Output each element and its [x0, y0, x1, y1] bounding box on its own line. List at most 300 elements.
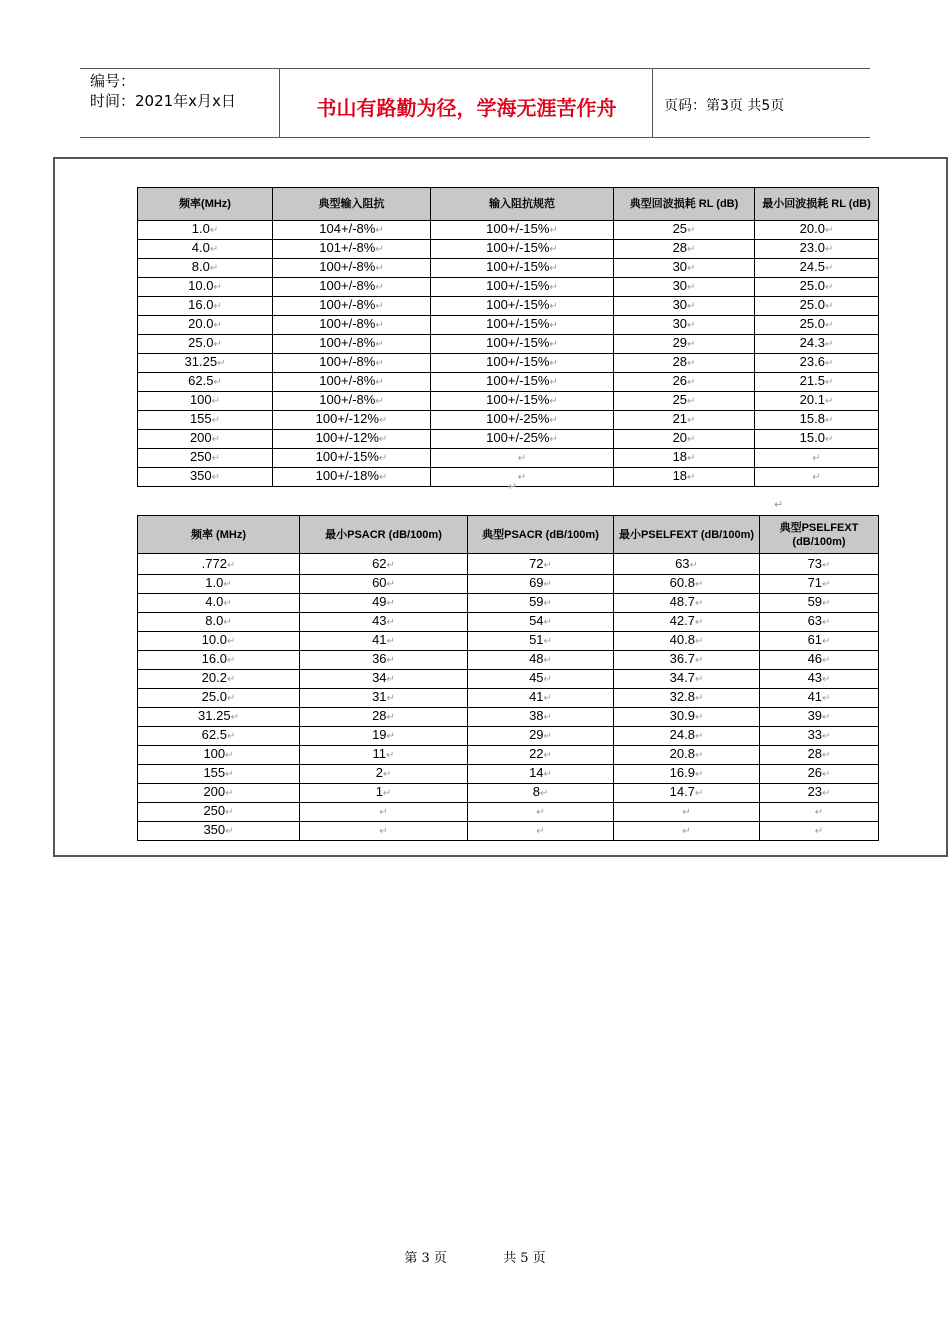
- cell-value: .772: [201, 556, 227, 571]
- table-cell: [431, 240, 614, 259]
- table-cell: [138, 221, 273, 240]
- table-row: [138, 670, 879, 689]
- cell-end-mark: ↵: [687, 320, 696, 331]
- cell-end-mark: ↵: [382, 769, 392, 780]
- cell-value: 100+/-15%: [486, 297, 550, 312]
- cell-value: 30: [672, 259, 688, 274]
- cell-end-mark: ↵: [223, 579, 232, 590]
- table-cell: [300, 632, 468, 651]
- cell-value: 43: [372, 613, 387, 628]
- cell-end-mark: ↵: [543, 769, 552, 780]
- table-cell: [431, 373, 614, 392]
- cell-end-mark: ↵: [687, 244, 696, 255]
- cell-end-mark: ↵: [386, 598, 395, 609]
- header-page-label: 页码：第3页 共5页: [664, 98, 785, 114]
- table-cell: [760, 594, 879, 613]
- table-cell: [138, 449, 273, 468]
- cell-end-mark: ↵: [824, 415, 834, 426]
- table-cell: [755, 297, 879, 316]
- cell-value: 15.8: [799, 411, 825, 426]
- table-cell: [138, 392, 273, 411]
- return-loss-table: [137, 187, 879, 487]
- column-header: [614, 188, 755, 221]
- table-cell: [760, 708, 879, 727]
- cell-value: 20.0: [188, 316, 214, 331]
- cell-value: 31.25: [198, 708, 231, 723]
- table-cell: [614, 594, 760, 613]
- table-cell: [760, 784, 879, 803]
- cell-value: 29: [529, 727, 544, 742]
- cell-value: 19: [372, 727, 387, 742]
- table-cell: [273, 392, 431, 411]
- cell-end-mark: ↵: [822, 655, 831, 666]
- table-cell: [614, 240, 755, 259]
- table-cell: [614, 373, 755, 392]
- cell-end-mark: ↵: [814, 807, 824, 818]
- cell-value: 100+/-8%: [319, 335, 376, 350]
- table-cell: [760, 651, 879, 670]
- cell-end-mark: ↵: [386, 693, 395, 704]
- cell-end-mark: ↵: [225, 826, 234, 837]
- cell-end-mark: ↵: [543, 750, 552, 761]
- table-cell: [431, 316, 614, 335]
- cell-value: 23.6: [799, 354, 825, 369]
- table-cell: [300, 822, 468, 841]
- cell-end-mark: ↵: [824, 396, 834, 407]
- cell-value: 100+/-8%: [319, 373, 376, 388]
- table-cell: [273, 316, 431, 335]
- cell-end-mark: ↵: [226, 693, 236, 704]
- cell-end-mark: ↵: [536, 826, 545, 837]
- table-cell: [468, 651, 614, 670]
- cell-value: 20.1: [799, 392, 825, 407]
- document-time-label: 时间：2021年x月x日: [90, 92, 236, 110]
- cell-end-mark: ↵: [213, 339, 222, 350]
- cell-end-mark: ↵: [687, 358, 696, 369]
- table-cell: [468, 613, 614, 632]
- table-cell: [138, 594, 300, 613]
- table-row: [138, 221, 879, 240]
- table-cell: [431, 297, 614, 316]
- cell-end-mark: ↵: [378, 472, 388, 483]
- table-cell: [614, 708, 760, 727]
- cell-value: 38: [529, 708, 544, 723]
- table-cell: [138, 354, 273, 373]
- cell-value: 100+/-12%: [315, 411, 379, 426]
- table-cell: [431, 278, 614, 297]
- cell-value: 71: [807, 575, 823, 590]
- table-row: [138, 259, 879, 278]
- table-cell: [760, 727, 879, 746]
- table-cell: [614, 221, 755, 240]
- column-header: [138, 188, 273, 221]
- cell-value: 16.0: [188, 297, 214, 312]
- cell-end-mark: ↵: [549, 244, 558, 255]
- cell-end-mark: ↵: [211, 453, 221, 464]
- cell-end-mark: ↵: [386, 636, 395, 647]
- cell-value: 48.7: [669, 594, 695, 609]
- table-row: [138, 449, 879, 468]
- cell-end-mark: ↵: [226, 674, 236, 685]
- cell-value: 31: [372, 689, 387, 704]
- cell-value: 14.7: [669, 784, 695, 799]
- table-cell: [614, 297, 755, 316]
- table-cell: [138, 803, 300, 822]
- table-row: [138, 632, 879, 651]
- cell-end-mark: ↵: [682, 826, 691, 837]
- table-cell: [468, 746, 614, 765]
- cell-end-mark: ↵: [814, 826, 824, 837]
- table-cell: [138, 430, 273, 449]
- cell-value: 200: [203, 784, 226, 799]
- cell-end-mark: ↵: [211, 396, 221, 407]
- cell-end-mark: ↵: [223, 617, 232, 628]
- cell-value: 155: [189, 411, 212, 426]
- cell-value: 26: [807, 765, 823, 780]
- cell-end-mark: ↵: [549, 225, 558, 236]
- column-header-label: 典型PSELFEXT (dB/100m): [779, 521, 859, 548]
- table-cell: [760, 575, 879, 594]
- cell-value: 59: [807, 594, 823, 609]
- table-cell: [755, 373, 879, 392]
- table-cell: [760, 803, 879, 822]
- table-cell: [760, 670, 879, 689]
- table-cell: [138, 259, 273, 278]
- table-cell: [138, 468, 273, 487]
- table-cell: [755, 335, 879, 354]
- cell-end-mark: ↵: [213, 301, 222, 312]
- table-cell: [431, 259, 614, 278]
- table-cell: [138, 822, 300, 841]
- cell-end-mark: ↵: [687, 263, 696, 274]
- cell-value: 100+/-15%: [486, 354, 550, 369]
- table-cell: [468, 803, 614, 822]
- cell-value: 100+/-8%: [319, 316, 376, 331]
- table-cell: [755, 449, 879, 468]
- table-cell: [468, 727, 614, 746]
- table-cell: [760, 632, 879, 651]
- cell-value: 30: [672, 297, 688, 312]
- table-cell: [431, 335, 614, 354]
- column-header-label: 典型输入阻抗: [318, 198, 385, 210]
- cell-value: 14: [529, 765, 544, 780]
- cell-value: 11: [372, 746, 387, 761]
- cell-end-mark: ↵: [226, 655, 236, 666]
- cell-end-mark: ↵: [549, 282, 558, 293]
- footer-page-total: 共 5 页: [503, 1251, 546, 1266]
- cell-value: 100+/-15%: [486, 240, 550, 255]
- cell-value: 100: [189, 392, 212, 407]
- cell-end-mark: ↵: [694, 750, 704, 761]
- table-row: [138, 278, 879, 297]
- table-cell: [138, 278, 273, 297]
- cell-end-mark: ↵: [822, 560, 831, 571]
- table-cell: [755, 411, 879, 430]
- cell-end-mark: ↵: [378, 453, 388, 464]
- cell-end-mark: ↵: [225, 788, 234, 799]
- cell-value: 42.7: [669, 613, 695, 628]
- cell-end-mark: ↵: [694, 674, 704, 685]
- column-header: [431, 188, 614, 221]
- cell-value: 25.0: [188, 335, 214, 350]
- cell-end-mark: ↵: [822, 636, 831, 647]
- table-row: [138, 708, 879, 727]
- cell-end-mark: ↵: [824, 244, 834, 255]
- cell-value: 69: [529, 575, 544, 590]
- cell-value: 104+/-8%: [319, 221, 376, 236]
- paragraph-mark: ↵: [774, 499, 784, 511]
- cell-end-mark: ↵: [225, 750, 234, 761]
- table-row: [138, 765, 879, 784]
- cell-value: 21.5: [799, 373, 825, 388]
- column-header: [614, 516, 760, 554]
- cell-value: 26: [672, 373, 688, 388]
- cell-end-mark: ↵: [824, 358, 834, 369]
- cell-end-mark: ↵: [382, 788, 392, 799]
- table-cell: [300, 784, 468, 803]
- cell-value: 100+/-15%: [315, 449, 379, 464]
- cell-end-mark: ↵: [824, 320, 834, 331]
- cell-end-mark: ↵: [375, 396, 384, 407]
- table-cell: [614, 259, 755, 278]
- cell-end-mark: ↵: [549, 415, 558, 426]
- cell-value: 100+/-15%: [486, 316, 550, 331]
- cell-end-mark: ↵: [209, 225, 219, 236]
- cell-end-mark: ↵: [687, 415, 696, 426]
- table-cell: [431, 449, 614, 468]
- cell-end-mark: ↵: [543, 579, 552, 590]
- cell-end-mark: ↵: [694, 655, 704, 666]
- cell-end-mark: ↵: [694, 617, 704, 628]
- cell-value: 100+/-18%: [315, 468, 379, 483]
- cell-end-mark: ↵: [386, 617, 395, 628]
- table-row: [138, 803, 879, 822]
- column-header: [760, 516, 879, 554]
- cell-value: 25: [672, 221, 688, 236]
- table-cell: [300, 670, 468, 689]
- table-cell: [614, 392, 755, 411]
- cell-value: 8.0: [191, 259, 210, 274]
- table-cell: [614, 746, 760, 765]
- cell-value: 100+/-15%: [486, 392, 550, 407]
- cell-value: 16.9: [669, 765, 695, 780]
- table-cell: [138, 411, 273, 430]
- cell-end-mark: ↵: [225, 769, 234, 780]
- cell-value: 59: [529, 594, 544, 609]
- table-cell: [755, 240, 879, 259]
- cell-value: 23.0: [799, 240, 825, 255]
- table-cell: [468, 554, 614, 575]
- cell-end-mark: ↵: [824, 263, 834, 274]
- cell-value: 24.3: [799, 335, 825, 350]
- table-cell: [755, 468, 879, 487]
- cell-value: 41: [372, 632, 387, 647]
- cell-end-mark: ↵: [209, 263, 219, 274]
- column-header: [468, 516, 614, 554]
- table-row: [138, 392, 879, 411]
- cell-value: 20.2: [201, 670, 227, 685]
- cell-value: 18: [672, 449, 688, 464]
- table-cell: [138, 746, 300, 765]
- cell-end-mark: ↵: [549, 377, 558, 388]
- cell-end-mark: ↵: [824, 301, 834, 312]
- cell-value: 1.0: [191, 221, 210, 236]
- table-row: [138, 746, 879, 765]
- table-cell: [300, 575, 468, 594]
- table-cell: [300, 689, 468, 708]
- cell-end-mark: ↵: [822, 712, 831, 723]
- table-row: [138, 594, 879, 613]
- cell-value: 28: [672, 354, 688, 369]
- column-header: [273, 188, 431, 221]
- cell-value: 100+/-15%: [486, 259, 550, 274]
- table-cell: [755, 221, 879, 240]
- table-cell: [138, 373, 273, 392]
- table-row: [138, 354, 879, 373]
- cell-value: 21: [672, 411, 688, 426]
- cell-value: 101+/-8%: [319, 240, 376, 255]
- cell-end-mark: ↵: [386, 579, 395, 590]
- table-row: [138, 689, 879, 708]
- table-row: [138, 411, 879, 430]
- column-header: [755, 188, 879, 221]
- table-row: [138, 430, 879, 449]
- cell-value: 10.0: [201, 632, 227, 647]
- table-cell: [755, 392, 879, 411]
- cell-value: 20: [672, 430, 688, 445]
- cell-value: 28: [807, 746, 823, 761]
- cell-value: 350: [189, 468, 212, 483]
- cell-value: 20.8: [669, 746, 695, 761]
- cell-end-mark: ↵: [687, 396, 696, 407]
- column-header: [300, 516, 468, 554]
- cell-value: 25.0: [799, 297, 825, 312]
- table-row: [138, 554, 879, 575]
- cell-end-mark: ↵: [378, 434, 388, 445]
- table-row: [138, 240, 879, 259]
- cell-end-mark: ↵: [694, 769, 704, 780]
- column-header: [138, 516, 300, 554]
- cell-value: 28: [372, 708, 387, 723]
- cell-value: 100: [203, 746, 226, 761]
- cell-value: 30: [672, 278, 688, 293]
- cell-value: 45: [529, 670, 544, 685]
- table-cell: [273, 278, 431, 297]
- cell-end-mark: ↵: [687, 434, 696, 445]
- cell-end-mark: ↵: [543, 560, 552, 571]
- cell-value: 100+/-15%: [486, 278, 550, 293]
- cell-value: 22: [529, 746, 544, 761]
- cell-end-mark: ↵: [543, 712, 552, 723]
- cell-end-mark: ↵: [687, 453, 696, 464]
- table-cell: [431, 411, 614, 430]
- cell-end-mark: ↵: [822, 598, 831, 609]
- cell-value: 100+/-25%: [486, 411, 550, 426]
- table-cell: [614, 727, 760, 746]
- table-cell: [755, 316, 879, 335]
- table-cell: [468, 594, 614, 613]
- table-cell: [138, 316, 273, 335]
- cell-value: 250: [189, 449, 212, 464]
- table-cell: [138, 554, 300, 575]
- cell-value: 100+/-15%: [486, 221, 550, 236]
- cell-end-mark: ↵: [549, 263, 558, 274]
- cell-end-mark: ↵: [386, 731, 395, 742]
- cell-end-mark: ↵: [375, 301, 384, 312]
- table-cell: [614, 670, 760, 689]
- table-row: [138, 316, 879, 335]
- table-cell: [468, 708, 614, 727]
- column-header-label: 典型PSACR (dB/100m): [482, 528, 599, 541]
- cell-value: 100+/-8%: [319, 392, 376, 407]
- cell-end-mark: ↵: [549, 339, 558, 350]
- cell-end-mark: ↵: [543, 636, 552, 647]
- table-cell: [614, 411, 755, 430]
- table-cell: [614, 430, 755, 449]
- cell-end-mark: ↵: [379, 807, 388, 818]
- cell-end-mark: ↵: [379, 826, 388, 837]
- cell-end-mark: ↵: [694, 636, 704, 647]
- table-cell: [755, 259, 879, 278]
- cell-value: 28: [672, 240, 688, 255]
- table-cell: [138, 632, 300, 651]
- cell-end-mark: ↵: [386, 712, 395, 723]
- cell-value: 43: [807, 670, 823, 685]
- table-cell: [614, 575, 760, 594]
- cell-value: 100+/-25%: [486, 430, 550, 445]
- cell-end-mark: ↵: [226, 636, 236, 647]
- table-row: [138, 575, 879, 594]
- cell-end-mark: ↵: [694, 693, 704, 704]
- cell-value: 24.5: [799, 259, 825, 274]
- cell-value: 62: [372, 556, 387, 571]
- column-header-label: 输入阻抗规范: [489, 198, 555, 210]
- table-cell: [300, 803, 468, 822]
- cell-end-mark: ↵: [682, 807, 691, 818]
- paragraph-mark: ↵: [508, 481, 518, 493]
- table-cell: [468, 822, 614, 841]
- table-cell: [138, 708, 300, 727]
- cell-end-mark: ↵: [211, 415, 221, 426]
- cell-end-mark: ↵: [213, 377, 222, 388]
- cell-end-mark: ↵: [824, 282, 834, 293]
- cell-value: 200: [189, 430, 212, 445]
- cell-end-mark: ↵: [822, 788, 831, 799]
- table-cell: [760, 689, 879, 708]
- table-cell: [760, 765, 879, 784]
- cell-end-mark: ↵: [822, 769, 831, 780]
- table-cell: [138, 613, 300, 632]
- cell-end-mark: ↵: [687, 282, 696, 293]
- table-row: [138, 727, 879, 746]
- column-header-label: 最小PSACR (dB/100m): [325, 528, 442, 541]
- cell-value: 4.0: [205, 594, 224, 609]
- cell-value: 32.8: [669, 689, 695, 704]
- table-cell: [614, 554, 760, 575]
- cell-end-mark: ↵: [378, 415, 388, 426]
- table-cell: [273, 259, 431, 278]
- cell-end-mark: ↵: [687, 225, 696, 236]
- table-cell: [760, 613, 879, 632]
- table-cell: [300, 554, 468, 575]
- cell-value: 46: [807, 651, 823, 666]
- cell-value: 100+/-8%: [319, 278, 376, 293]
- cell-value: 16.0: [201, 651, 227, 666]
- table-cell: [300, 746, 468, 765]
- header-meta: [80, 69, 280, 137]
- table-cell: [755, 430, 879, 449]
- cell-value: 34.7: [669, 670, 695, 685]
